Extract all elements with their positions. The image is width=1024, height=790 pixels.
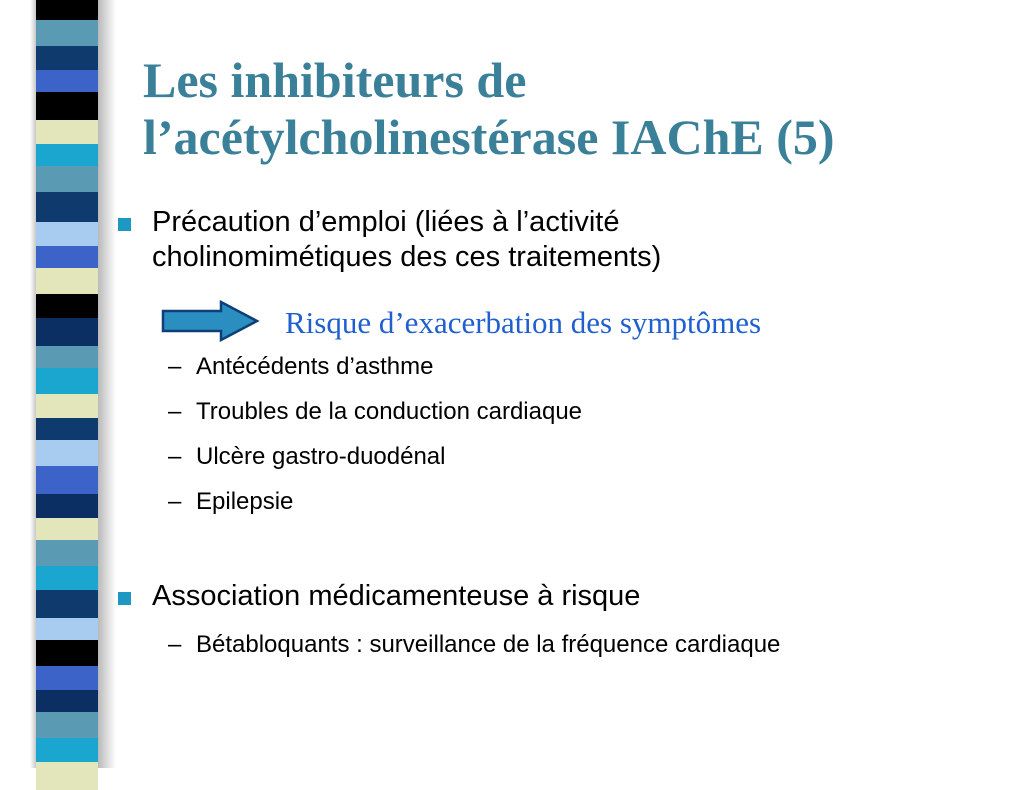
title-line-2: l’acétylcholinestérase IAChE (5)	[143, 109, 835, 165]
dash-marker: –	[168, 398, 182, 425]
dash-marker: –	[168, 488, 182, 515]
decorative-stripe	[36, 92, 98, 120]
dash-marker: –	[168, 353, 182, 380]
sub-item-ulcer	[168, 442, 445, 472]
decorative-stripe	[36, 738, 98, 762]
decorative-stripe	[36, 690, 98, 712]
decorative-stripe	[36, 192, 98, 222]
sub-item-text: Epilepsie	[196, 488, 294, 515]
sub-item-asthma	[168, 352, 433, 382]
risk-statement: Risque d’exacerbation des symptômes	[285, 305, 762, 340]
decorative-stripe	[36, 640, 98, 666]
decorative-stripe	[36, 144, 98, 166]
sub-item-betablockers	[168, 630, 780, 660]
decorative-stripe	[36, 540, 98, 566]
decorative-stripe	[36, 166, 98, 192]
stripe-shadow-right	[98, 0, 116, 768]
decorative-stripe	[36, 418, 98, 440]
decorative-stripe	[36, 20, 98, 46]
dash-marker: –	[168, 631, 182, 658]
decorative-stripe	[36, 368, 98, 394]
decorative-stripe	[36, 222, 98, 246]
decorative-stripe	[36, 294, 98, 318]
dash-marker: –	[168, 443, 182, 470]
decorative-stripe	[36, 46, 98, 70]
sub-item-epilepsy	[168, 487, 293, 517]
decorative-stripe	[36, 246, 98, 268]
bullet-text-line-1: Association médicamenteuse à risque	[152, 580, 641, 612]
decorative-stripe	[36, 318, 98, 346]
sub-item-text: Ulcère gastro-duodénal	[196, 443, 446, 470]
sub-item-text: Antécédents d’asthme	[196, 353, 434, 380]
decorative-stripe	[36, 762, 98, 790]
decorative-stripe	[36, 268, 98, 294]
bullet-text-line-1: Précaution d’emploi (liées à l’activité	[152, 206, 620, 238]
decorative-stripe	[36, 618, 98, 640]
sub-item-conduction	[168, 397, 582, 427]
decorative-stripe	[36, 70, 98, 92]
decorative-stripe	[36, 394, 98, 418]
decorative-stripe	[36, 518, 98, 540]
square-bullet-icon	[118, 592, 131, 605]
decorative-stripe	[36, 440, 98, 466]
sub-item-text: Troubles de la conduction cardiaque	[196, 398, 583, 425]
decorative-stripe	[36, 590, 98, 618]
decorative-stripe	[36, 712, 98, 738]
decorative-stripe	[36, 466, 98, 494]
decorative-stripe	[36, 346, 98, 368]
title-line-1: Les inhibiteurs de	[143, 52, 527, 108]
decorative-stripe	[36, 120, 98, 144]
decorative-stripe	[36, 666, 98, 690]
sub-item-text: Bétabloquants : surveillance de la fréquence cardiaque	[196, 631, 781, 658]
right-arrow-icon	[161, 300, 261, 342]
decorative-stripe	[36, 494, 98, 518]
decorative-stripe-band	[36, 0, 98, 768]
decorative-stripe	[36, 566, 98, 590]
decorative-stripe	[36, 0, 98, 20]
slide-title	[143, 52, 1018, 166]
square-bullet-icon	[118, 218, 131, 231]
bullet-text-line-2: cholinomimétiques des ces traitements)	[152, 241, 662, 273]
